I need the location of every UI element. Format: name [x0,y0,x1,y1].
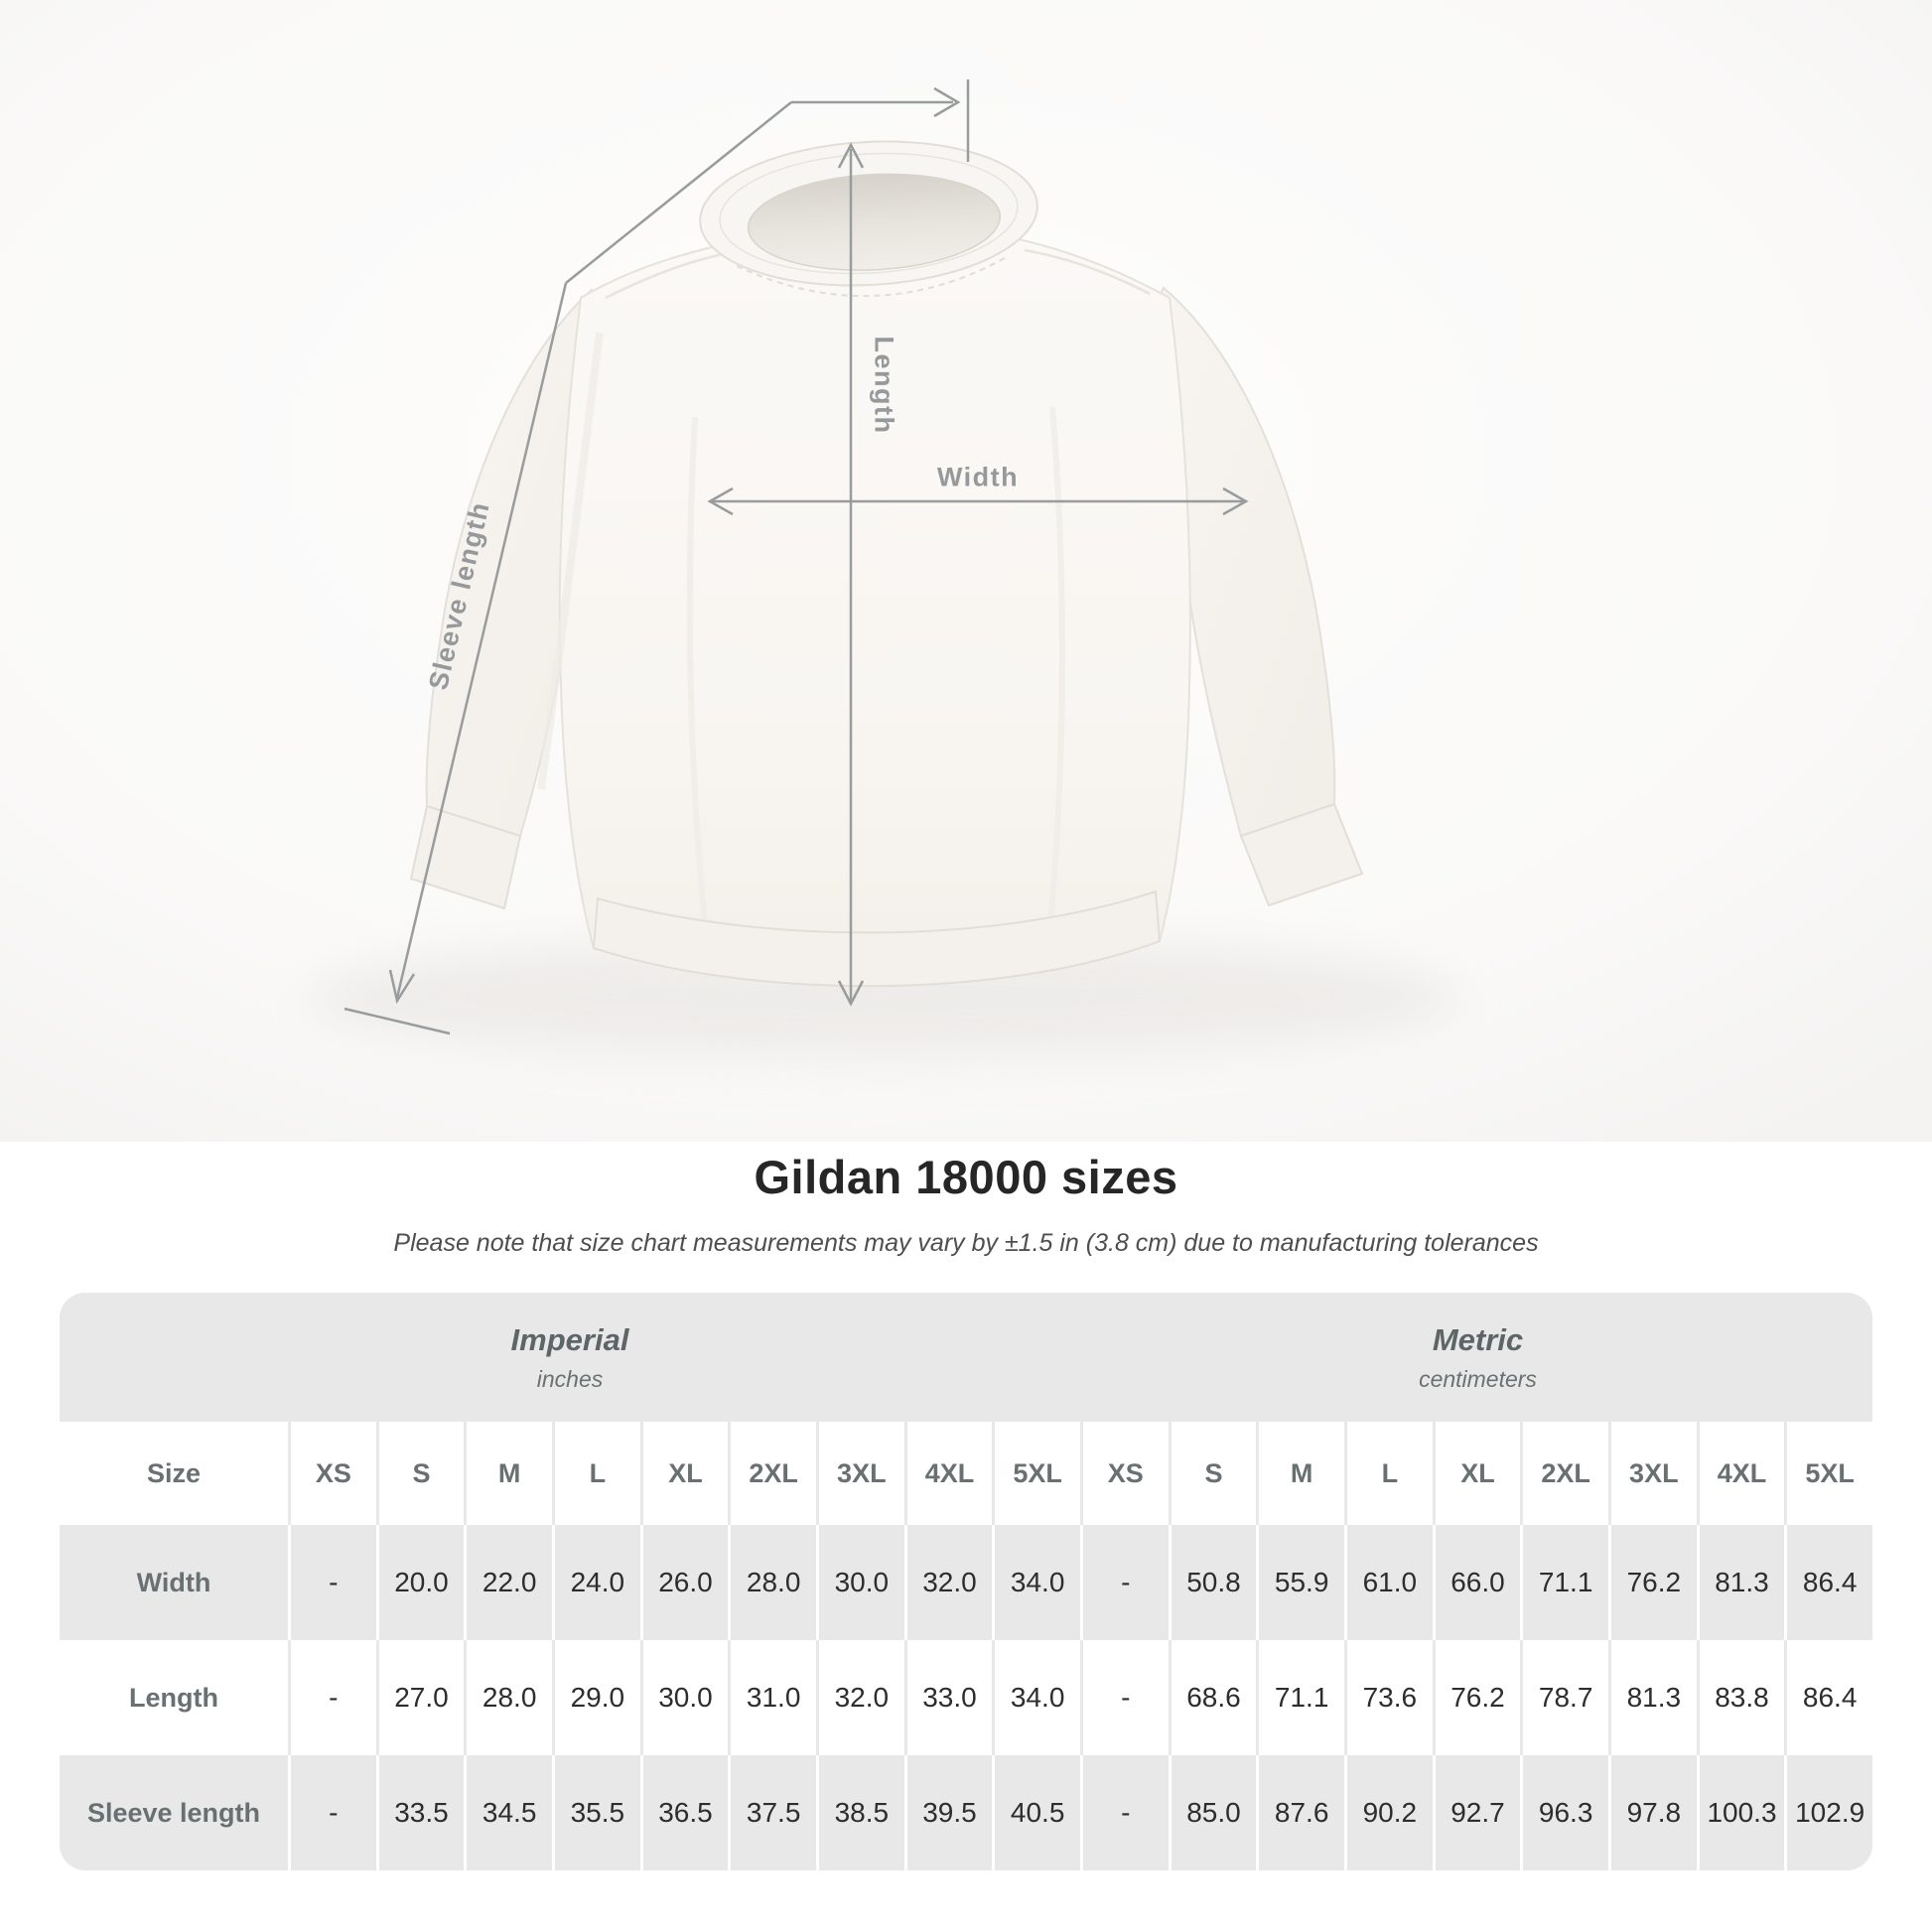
size-header-row [60,1422,1872,1525]
row-label-width: Width [60,1525,288,1640]
value-cell: 100.3 [1700,1755,1785,1870]
size-table [60,1293,1872,1870]
sleeve-length-dimension-label: Sleeve length [423,498,495,693]
size-header-cell: S [1172,1422,1257,1525]
value-cell: 39.5 [907,1755,993,1870]
value-cell: 71.1 [1523,1525,1608,1640]
value-cell: 96.3 [1523,1755,1608,1870]
value-cell: 34.5 [467,1755,552,1870]
value-cell: 76.2 [1436,1640,1521,1755]
value-cell: 31.0 [731,1640,816,1755]
metric-unit-label: centimeters [1419,1365,1537,1392]
value-cell: 33.5 [379,1755,465,1870]
size-header-cell: 2XL [1523,1422,1608,1525]
value-cell: 81.3 [1700,1525,1785,1640]
value-cell: 32.0 [907,1525,993,1640]
value-cell: 28.0 [731,1525,816,1640]
value-cell: 86.4 [1787,1640,1872,1755]
value-cell: 24.0 [555,1525,640,1640]
row-label-length: Length [60,1640,288,1755]
value-cell: 85.0 [1172,1755,1257,1870]
value-cell: 35.5 [555,1755,640,1870]
value-cell: - [1083,1640,1169,1755]
value-cell: 78.7 [1523,1640,1608,1755]
value-cell: 97.8 [1611,1755,1697,1870]
value-cell: - [291,1525,376,1640]
size-header-cell: XL [643,1422,729,1525]
value-cell: 50.8 [1172,1525,1257,1640]
value-cell: - [291,1755,376,1870]
value-cell: 34.0 [995,1525,1080,1640]
value-cell: 71.1 [1259,1640,1344,1755]
length-row [60,1640,1872,1755]
size-header-cell: 5XL [1787,1422,1872,1525]
value-cell: 22.0 [467,1525,552,1640]
page-title: Gildan 18000 sizes [754,1151,1178,1203]
size-header-cell: S [379,1422,465,1525]
value-cell: 30.0 [819,1525,904,1640]
value-cell: 55.9 [1259,1525,1344,1640]
tolerance-note: Please note that size chart measurements may vary by ±1.5 in (3.8 cm) due to manufacturing tolerances [393,1229,1539,1257]
value-cell: 81.3 [1611,1640,1697,1755]
value-cell: 102.9 [1787,1755,1872,1870]
size-header-cell: L [555,1422,640,1525]
value-cell: 73.6 [1347,1640,1433,1755]
size-header-cell: 2XL [731,1422,816,1525]
value-cell: 28.0 [467,1640,552,1755]
value-cell: 30.0 [643,1640,729,1755]
length-dimension-label: Length [869,336,899,435]
value-cell: 32.0 [819,1640,904,1755]
value-cell: 68.6 [1172,1640,1257,1755]
value-cell: 27.0 [379,1640,465,1755]
width-dimension-label: Width [936,462,1020,492]
value-cell: 90.2 [1347,1755,1433,1870]
unit-group-row [60,1293,1872,1422]
size-header-cell: M [467,1422,552,1525]
size-header-cell: 4XL [907,1422,993,1525]
value-cell: 83.8 [1700,1640,1785,1755]
value-cell: 66.0 [1436,1525,1521,1640]
value-cell: 36.5 [643,1755,729,1870]
size-header-cell: M [1259,1422,1344,1525]
imperial-group-header [60,1293,1080,1422]
value-cell: 37.5 [731,1755,816,1870]
size-column-header: Size [60,1422,288,1525]
row-label-sleeve-length: Sleeve length [60,1755,288,1870]
value-cell: 92.7 [1436,1755,1521,1870]
size-header-cell: 4XL [1700,1422,1785,1525]
imperial-unit-label: inches [536,1365,604,1392]
metric-group-header [1083,1293,1872,1422]
value-cell: 26.0 [643,1525,729,1640]
size-header-cell: 5XL [995,1422,1080,1525]
imperial-label: Imperial [510,1321,629,1357]
value-cell: 86.4 [1787,1525,1872,1640]
size-header-cell: 3XL [819,1422,904,1525]
value-cell: - [1083,1755,1169,1870]
size-header-cell: XL [1436,1422,1521,1525]
value-cell: 29.0 [555,1640,640,1755]
size-header-cell: XS [291,1422,376,1525]
size-header-cell: 3XL [1611,1422,1697,1525]
value-cell: 87.6 [1259,1755,1344,1870]
value-cell: 61.0 [1347,1525,1433,1640]
size-header-cell: XS [1083,1422,1169,1525]
width-row [60,1525,1872,1640]
value-cell: 76.2 [1611,1525,1697,1640]
metric-label: Metric [1432,1321,1524,1357]
value-cell: 34.0 [995,1640,1080,1755]
size-header-cell: L [1347,1422,1433,1525]
value-cell: 20.0 [379,1525,465,1640]
value-cell: 38.5 [819,1755,904,1870]
value-cell: - [1083,1525,1169,1640]
value-cell: 40.5 [995,1755,1080,1870]
sleeve-length-row [60,1755,1872,1870]
value-cell: 33.0 [907,1640,993,1755]
value-cell: - [291,1640,376,1755]
